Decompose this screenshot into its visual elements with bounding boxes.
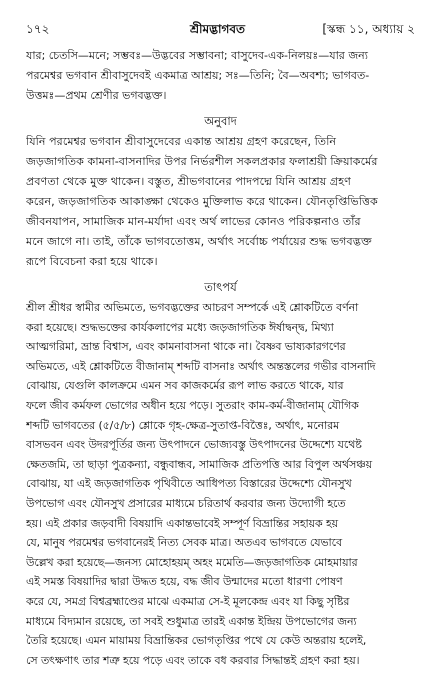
translation-line: জড়জাগতিক কামনা-বাসনাদির উপর নির্ভরশীল সকলপ্রকার ফলাশ্রয়ী ক্রিয়াকর্মের — [26, 155, 378, 168]
purport-line: আত্মগরিমা, ভ্রান্ত বিশ্বাস, এবং কামনাবাসনা থাকে না। বৈষ্ণব ভাষ্যকারগণের — [26, 340, 346, 354]
purport-line: যে, মানুষ পরমেশ্বর ভগবানেরই নিত্য সেবক মাত্র। অতএব ভাগবতে যেভাবে — [26, 536, 343, 550]
purport-line: ফলে জীব কর্মফল ভোগের অধীন হয়ে পড়ে। সুতরাং কাম-কর্ম-বীজানাম্ যৌগিক — [26, 398, 359, 412]
purport-line: বোঝায়, যেগুলি কালক্রমে এমন সব কাজকর্মের রূপ লাভ করতে থাকে, যার — [26, 379, 344, 393]
purport-line: শ্রীল শ্রীধর স্বামীর অভিমতে, ভগবদ্ভক্তের আচরণ সম্পর্কে এই শ্লোকটিতে বর্ণনা — [26, 301, 359, 314]
purport-line: এই সমস্ত বিষয়াদির দ্বারা উদ্ধত হয়ে, বদ্ধ জীব উন্মাদের মতো ধারণা পোষণ — [26, 575, 343, 589]
purport-line: বোঝায়, যা এই জড়জাগতিক পৃথিবীতে আধিপত্য বিস্তারের উদ্দেশ্যে যৌনসুখ — [26, 477, 352, 491]
translation-paragraph — [26, 132, 415, 272]
translation-line: জীবনযাপন, সামাজিক মান-মর্যাদা এবং অর্থ লাভের কোনও পরিকল্পনাও তাঁর — [26, 215, 361, 228]
purport-line: মাধ্যমে বিদ্যমান রয়েছে, তা সবই শুধুমাত্র তারই একান্ত ইন্দ্রিয় উপভোগের জন্য — [26, 614, 357, 628]
translation-line: যিনি পরমেশ্বর ভগবান শ্রীবাসুদেবের একান্ত আশ্রয় গ্রহণ করেছেন, তিনি — [26, 135, 337, 148]
purport-line: উপভোগ এবং যৌনসুখ প্রসারের মাধ্যমে চরিতার্থ করবার জন্য উদ্যোগী হতে — [26, 496, 346, 510]
purport-line: বাসভবন এবং উদরপূর্তির জন্য উৎপাদনে ভোজ্যবস্তু উৎপাদনের উদ্দেশ্যে যথেষ্ট — [26, 438, 362, 452]
page-header — [26, 20, 415, 38]
translation-line: করেন, জড়জাগতিক আকাঙ্ক্ষা থেকেও মুক্তিলাভ করে থাকেন। যৌনতৃপ্তিভিত্তিক — [26, 195, 378, 208]
book-title: শ্রীমদ্ভাগবত — [190, 22, 246, 36]
synonyms-line: যার; চেতসি—মনে; সম্ভবঃ—উদ্ভবের সম্ভাবনা; বাসুদেব-এক-নিলয়ঃ—যার জন্য — [26, 49, 368, 62]
purport-line: শব্দটি ভাগবতের (৫/৫/৮) শ্লোকে গৃহ-ক্ষেত্র-সুতাপ্ত-বিত্তৈঃ, অর্থাৎ, মনোরম — [26, 418, 340, 432]
purport-line: তৈরি হয়েছে। এমন মায়াময় বিভ্রান্তিকর ভোগতৃপ্তির পথে যে কেউ অন্তরায় হলেই, — [26, 634, 367, 648]
translation-heading: অনুবাদ — [204, 114, 237, 128]
purport-line: হয়। এই প্রকার জড়বাদী বিষয়াদি একান্তভাবেই সম্পূর্ণ বিভ্রান্তির সহায়ক হয় — [26, 516, 339, 530]
purport-line: উল্লেখ করা হয়েছে—জনস্য মোহোহয়ম্ অহং মমেতি—জড়জাগতিক মোহমায়ার — [26, 555, 358, 569]
translation-line: রূপে বিবেচনা করা হয়ে থাকে। — [26, 255, 158, 268]
section-reference: [স্কন্ধ ১১, অধ্যায় ২ — [322, 22, 415, 36]
purport-heading: তাৎপর্য — [204, 280, 237, 294]
synonyms-paragraph — [26, 46, 415, 106]
translation-line: প্রবণতা থেকে মুক্ত থাকেন। বস্তুত, শ্রীভগবানের পাদপদ্মে যিনি আশ্রয় গ্রহণ — [26, 175, 351, 188]
purport-paragraph — [26, 298, 415, 670]
synonyms-line: উত্তমঃ—প্রথম শ্রেণীর ভগবদ্ভক্ত। — [26, 89, 167, 102]
purport-line: অভিমতে, এই শ্লোকটিতে বীজানাম্ শব্দটি বাসনাঃ অর্থাৎ অন্তস্তলের গভীর বাসনাদি — [26, 359, 376, 373]
purport-line: ক্ষেতজমি, তা ছাড়া পুত্রকন্যা, বন্ধুবান্ধব, সামাজিক প্রতিপত্তি আর বিপুল অর্থসঞ্চয় — [26, 457, 373, 471]
purport-line: করে যে, সমগ্র বিশ্বব্রহ্মাণ্ডের মাঝে একমাত্র সে-ই মূলকেন্দ্র এবং যা কিছু সৃষ্টির — [26, 594, 350, 608]
purport-line: সে তৎক্ষণাৎ তার শত্রু হয়ে পড়ে এবং তাকে বধ করবার সিদ্ধান্তই গ্রহণ করা হয়। — [26, 653, 360, 667]
translation-line: মনে জাগে না। তাই, তাঁকে ভাগবতোত্তম, অর্থাৎ সর্বোচ্চ পর্যায়ের শুদ্ধ ভগবদ্ভক্ত — [26, 235, 372, 248]
purport-line: করা হয়েছে। শুদ্ধভক্তের কার্যকলাপের মধ্যে জড়জাগতিক ঈর্ষাদ্বন্দ্ব, মিথ্যা — [26, 320, 334, 334]
synonyms-line: পরমেশ্বর ভগবান শ্রীবাসুদেবই একমাত্র আশ্রয়; সঃ—তিনি; বৈ—অবশ্য; ভাগবত- — [26, 69, 370, 82]
page-number: ১৭২ — [26, 22, 50, 36]
